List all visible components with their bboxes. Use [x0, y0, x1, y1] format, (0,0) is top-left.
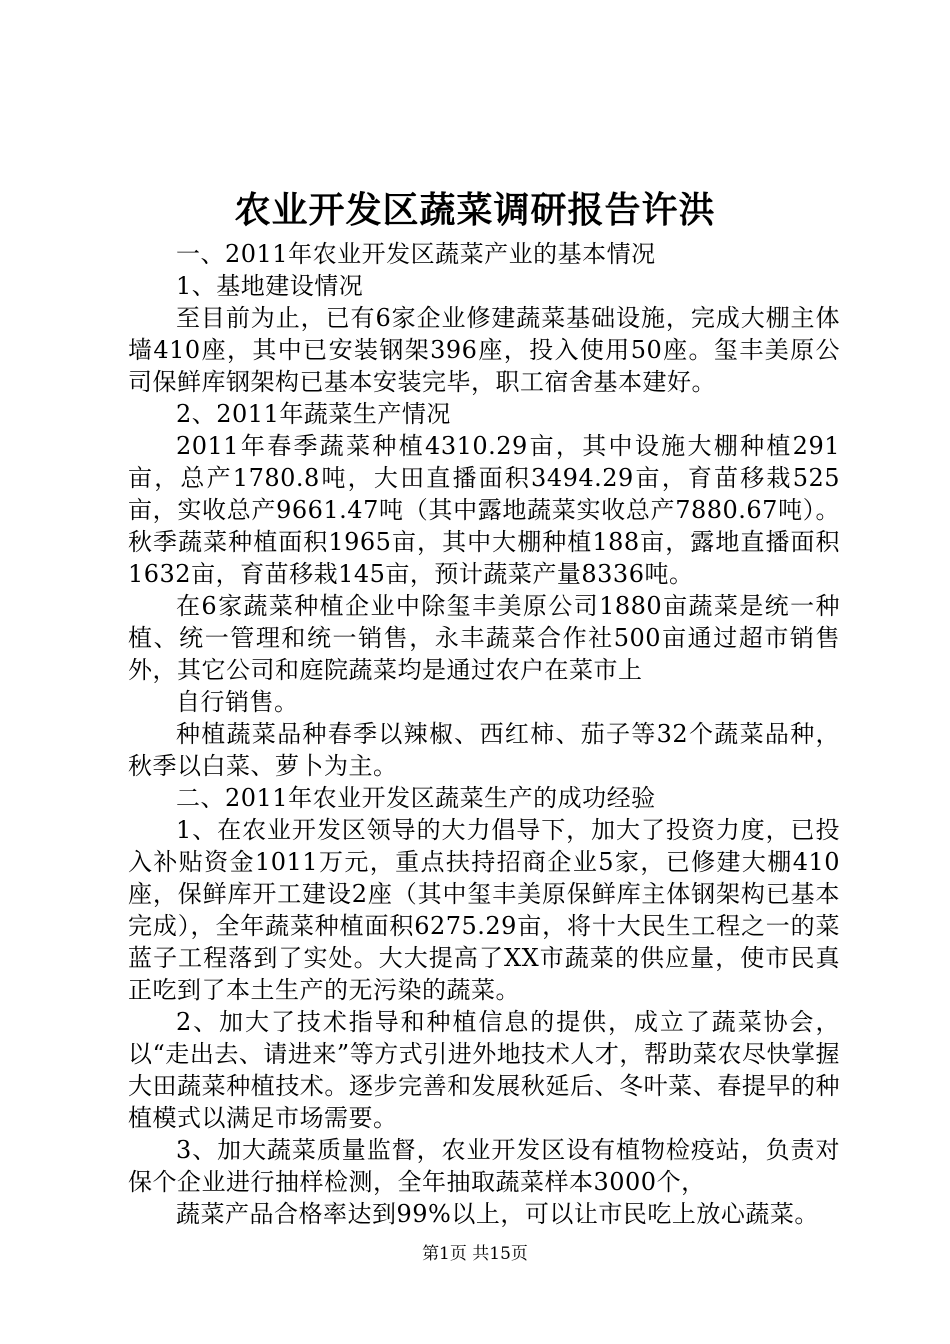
paragraph: 在6家蔬菜种植企业中除玺丰美原公司1880亩蔬菜是统一种植、统一管理和统一销售，永丰蔬菜合作社500亩通过超市销售外，其它公司和庭院蔬菜均是通过农户在菜市上 [128, 592, 840, 684]
paragraph: 自行销售。 [176, 688, 299, 716]
subsection-heading: 1、基地建设情况 [176, 272, 364, 300]
paragraph: 1、在农业开发区领导的大力倡导下，加大了投资力度，已投入补贴资金1011万元，重点扶持招商企业5家，已修建大棚410座，保鲜库开工建设2座（其中玺丰美原保鲜库主体钢架构已基本完成），全年蔬菜种植面积6275.29亩，将十大民生工程之一的菜蓝子工程落到了实处。大大提高了XX市蔬菜的供应量，使市民真正吃到了本土生产的无污染的蔬菜。 [128, 816, 840, 1004]
page-footer: 第1页 共15页 [422, 1244, 528, 1264]
section-heading: 一、2011年农业开发区蔬菜产业的基本情况 [176, 240, 656, 268]
subsection-heading: 2、2011年蔬菜生产情况 [176, 400, 451, 428]
section-heading: 二、2011年农业开发区蔬菜生产的成功经验 [176, 784, 656, 812]
paragraph: 2011年春季蔬菜种植4310.29亩，其中设施大棚种植291亩，总产1780.8吨，大田直播面积3494.29亩，育苗移栽525亩，实收总产9661.47吨（其中露地蔬菜实收总产7880.67吨）。秋季蔬菜种植面积1965亩，其中大棚种植188亩，露地直播面积1632亩，育苗移栽145亩，预计蔬菜产量8336吨。 [128, 432, 840, 588]
paragraph: 2、加大了技术指导和种植信息的提供，成立了蔬菜协会，以“走出去、请进来”等方式引进外地技术人才，帮助菜农尽快掌握大田蔬菜种植技术。逐步完善和发展秋延后、冬叶菜、春提早的种植模式以满足市场需要。 [128, 1008, 840, 1132]
document-title: 农业开发区蔬菜调研报告许洪 [234, 189, 716, 231]
paragraph: 种植蔬菜品种春季以辣椒、西红柿、茄子等32个蔬菜品种，秋季以白菜、萝卜为主。 [128, 720, 840, 780]
paragraph: 蔬菜产品合格率达到99%以上，可以让市民吃上放心蔬菜。 [176, 1200, 819, 1228]
paragraph: 3、加大蔬菜质量监督，农业开发区设有植物检疫站，负责对保个企业进行抽样检测，全年抽取蔬菜样本3000个， [128, 1136, 840, 1196]
document-body [128, 238, 840, 1230]
paragraph: 至目前为止，已有6家企业修建蔬菜基础设施，完成大棚主体墙410座，其中已安装钢架396座，投入使用50座。玺丰美原公司保鲜库钢架构已基本安装完毕，职工宿舍基本建好。 [128, 304, 840, 396]
